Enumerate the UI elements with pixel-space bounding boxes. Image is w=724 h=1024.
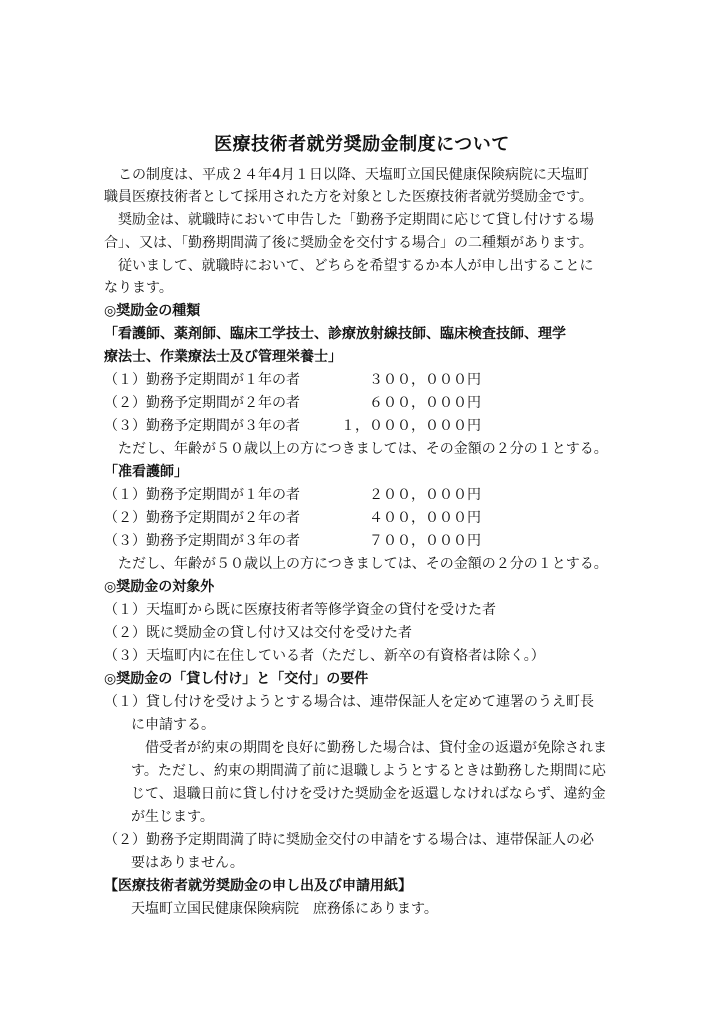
group2-row-amount: ７００，０００円 (369, 533, 481, 549)
intro-p1-line2: 職員医療技術者として採用された方を対象とした医療技術者就労奨励金です。 (104, 189, 593, 205)
group2-note: ただし、年齢が５０歳以上の方につきましては、その金額の２分の１とする。 (118, 556, 608, 572)
group1-note: ただし、年齢が５０歳以上の方につきましては、その金額の２分の１とする。 (118, 441, 608, 457)
excluded-item: （１）天塩町から既に医療技術者等修学資金の貸付を受けた者 (104, 602, 496, 618)
intro-p3-line2: なります。 (104, 280, 173, 296)
page-title: 医療技術者就労奨励金制度について (214, 134, 510, 155)
group1-row-amount: ６００，０００円 (369, 395, 481, 411)
requirements-heading: ◎奨励金の「貸し付け」と「交付」の要件 (104, 671, 369, 687)
requirement-1-para-line3: じて、退職日前に貸し付けを受けた奨励金を返還しなければならず、違約金 (131, 786, 606, 802)
requirement-2-line1: （２）勤務予定期間満了時に奨励金交付の申請をする場合は、連帯保証人の必 (104, 832, 594, 848)
requirement-2-line2: 要はありません。 (131, 855, 244, 871)
group2-label: 「准看護師」 (104, 464, 188, 480)
group1-row-term: （３）勤務予定期間が３年の者 (104, 418, 300, 434)
group1-row-term: （１）勤務予定期間が１年の者 (104, 372, 300, 388)
application-heading: 【医療技術者就労奨励金の申し出及び申請用紙】 (104, 878, 412, 894)
requirement-1-line1: （１）貸し付けを受けようとする場合は、連帯保証人を定めて連署のうえ町長 (104, 694, 594, 710)
intro-p2-line2: 合」、又は、「勤務期間満了後に奨励金を交付する場合」の二種類があります。 (104, 235, 593, 251)
excluded-heading: ◎奨励金の対象外 (104, 579, 215, 595)
group1-label-line2: 療法士、作業療法士及び管理栄養士」 (104, 349, 342, 365)
intro-p3-line1: 従いまして、就職時において、どちらを希望するか本人が申し出することに (118, 258, 594, 274)
application-text: 天塩町立国民健康保険病院 庶務係にあります。 (131, 901, 438, 917)
requirement-1-line2: に申請する。 (131, 717, 215, 733)
requirement-1-para-line4: が生じます。 (131, 809, 214, 825)
requirement-1-para-line2: す。ただし、約束の期間満了前に退職しようとするときは勤務した期間に応 (131, 763, 606, 779)
group2-row-term: （３）勤務予定期間が３年の者 (104, 533, 300, 549)
group2-row-term: （２）勤務予定期間が２年の者 (104, 510, 300, 526)
requirement-1-para-line1: 借受者が約束の期間を良好に勤務した場合は、貸付金の返還が免除されま (145, 740, 607, 756)
intro-p2-line1: 奨励金は、就職時において申告した「勤務予定期間に応じて貸し付けする場 (118, 212, 594, 228)
group1-row-term: （２）勤務予定期間が２年の者 (104, 395, 300, 411)
group2-row-amount: ４００，０００円 (369, 510, 481, 526)
excluded-item: （２）既に奨励金の貸し付け又は交付を受けた者 (104, 625, 412, 641)
group2-row-amount: ２００，０００円 (369, 487, 481, 503)
group1-row-amount: １，０００，０００円 (341, 418, 481, 434)
group2-row-term: （１）勤務予定期間が１年の者 (104, 487, 300, 503)
excluded-item: （３）天塩町内に在住している者（ただし、新卒の有資格者は除く。） (104, 648, 545, 664)
group1-label-line1: 「看護師、薬剤師、臨床工学技士、診療放射線技師、臨床検査技師、理学 (104, 326, 566, 342)
group1-row-amount: ３００，０００円 (369, 372, 481, 388)
types-heading: ◎奨励金の種類 (104, 303, 201, 319)
intro-p1-line1: この制度は、平成２４年4月１日以降、天塩町立国民健康保険病院に天塩町 (118, 167, 589, 183)
